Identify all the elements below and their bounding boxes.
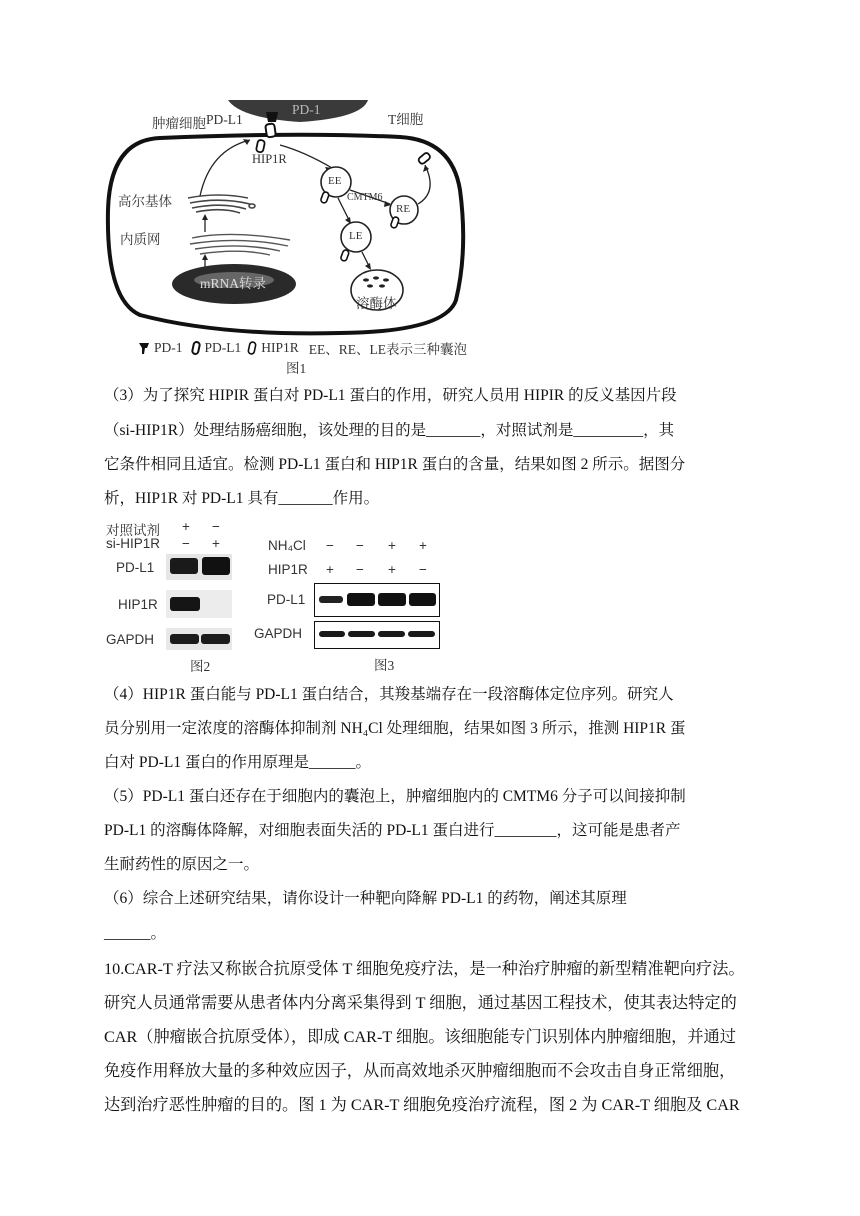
pd1-legend-icon [138,341,150,355]
label-pd-l1: PD-L1 [206,112,243,127]
label-lysosome: 溶酶体 [356,296,397,311]
figure3-caption: 图3 [374,658,395,673]
label-t-cell: T细胞 [388,112,424,127]
legend-hip1r: HIP1R [261,340,299,355]
fig2-row-si: si-HIP1R [106,536,161,551]
q5-line-3: 生耐药性的原因之一。 [104,856,260,873]
label-hip1r: HIP1R [252,152,287,166]
legend-note: EE、RE、LE表示三种囊泡 [308,342,468,357]
figure-1 [100,100,500,375]
fig3-row-nh4cl: NH₄Cl [268,538,306,553]
q10-line-3: CAR（肿瘤嵌合抗原受体），即成 CAR-T 细胞。该细胞能专门识别体内肿瘤细胞，并通过 [104,1028,736,1046]
fig2-band-label-pdl1: PD-L1 [116,560,155,575]
q6-line-1: （6）综合上述研究结果，请你设计一种靶向降解 PD-L1 的药物，阐述其原理 [104,890,627,907]
hip1r-legend-icon [247,341,257,355]
fig2-blot-hip1r [166,590,232,618]
fig3-hip1r-sign-1: + [326,562,334,577]
q5-line-1: （5）PD-L1 蛋白还存在于细胞内的囊泡上，肿瘤细胞内的 CMTM6 分子可以间接抑制 [104,788,686,805]
label-er: 内质网 [120,232,161,247]
q3-line-4: 析，HIP1R 对 PD-L1 具有_______作用。 [104,490,380,507]
pd1-pdl1-complex [265,112,278,137]
fig3-nh4cl-sign-1: − [326,538,334,553]
q3-line-1: （3）为了探究 HIPIR 蛋白对 PD-L1 蛋白的作用，研究人员用 HIPIR 的反义基因片段 [104,387,677,404]
figure-3 [252,534,452,674]
golgi-apparatus [188,195,255,213]
q4-line-1: （4）HIP1R 蛋白能与 PD-L1 蛋白结合，其羧基端存在一段溶酶体定位序列。研究人 [104,686,674,703]
legend-pdl1: PD-L1 [204,340,242,355]
fig3-hip1r-sign-3: + [388,562,396,577]
label-tumor-cell: 肿瘤细胞 [152,116,206,131]
fig3-nh4cl-sign-3: + [388,538,396,553]
fig2-blot-pdl1 [166,554,232,580]
q4-line-2: 员分别用一定浓度的溶酶体抑制剂 NH₄Cl 处理细胞，结果如图 3 所示，推测 HIP1R 蛋 [104,720,686,737]
fig3-blot-pdl1 [314,583,440,617]
fig2-band-label-hip1r: HIP1R [118,597,158,612]
q10-line-5: 达到治疗恶性肿瘤的目的。图 1 为 CAR-T 细胞免疫治疗流程，图 2 为 CAR-T 细胞及 CAR [104,1096,740,1114]
q10-line-1: 10.CAR-T 疗法又称嵌合抗原受体 T 细胞免疫疗法，是一种治疗肿瘤的新型精准靶向疗法。 [104,960,745,978]
label-cmtm6: CMTM6 [347,192,383,203]
pdl1-legend-icon [191,341,201,355]
fig3-blot-gapdh [314,621,440,649]
fig3-hip1r-sign-4: − [419,562,427,577]
q10-line-4: 免疫作用释放大量的多种效应因子，从而高效地杀灭肿瘤细胞而不会攻击自身正常细胞， [104,1062,736,1080]
fig3-band-label-gapdh: GAPDH [254,626,303,641]
label-ee: EE [328,175,342,187]
fig2-blot-gapdh [166,628,232,650]
figure1-caption: 图1 [286,361,307,376]
fig3-band-label-pdl1: PD-L1 [267,592,306,607]
q3-line-2: （si-HIP1R）处理结肠癌细胞，该处理的目的是_______，对照试剂是_________，其 [104,422,675,439]
q5-line-2: PD-L1 的溶酶体降解，对细胞表面失活的 PD-L1 蛋白进行________，这可能是患者产 [104,822,681,839]
fig3-hip1r-sign-2: − [356,562,364,577]
label-re: RE [396,203,411,215]
q10-line-2: 研究人员通常需要从患者体内分离采集得到 T 细胞，通过基因工程技术，使其表达特定的 [104,994,737,1012]
fig3-row-hip1r: HIP1R [268,562,308,577]
fig3-nh4cl-sign-4: + [419,538,427,553]
endoplasmic-reticulum [190,234,290,255]
label-mrna: mRNA转录 [200,276,267,291]
figure2-caption: 图2 [190,659,211,674]
fig2-control-sign-2: − [212,519,220,534]
fig2-band-label-gapdh: GAPDH [106,632,155,647]
fig2-control-sign-1: + [182,519,190,534]
label-pd-1: PD-1 [292,102,321,117]
legend-pd1: PD-1 [154,340,183,355]
fig2-si-sign-2: + [212,536,220,551]
q6-line-2: ______。 [104,925,167,942]
q4-line-3: 白对 PD-L1 蛋白的作用原理是______。 [104,754,371,771]
label-golgi: 高尔基体 [118,194,172,209]
figure-2 [104,518,244,674]
q3-line-3: 它条件相同且适宜。检测 PD-L1 蛋白和 HIP1R 蛋白的含量，结果如图 2 所示。据图分 [104,456,686,473]
figure1-legend [138,338,467,358]
fig2-row-control: 对照试剂 [106,523,160,538]
label-le: LE [349,230,363,242]
fig2-si-sign-1: − [182,536,190,551]
fig3-nh4cl-sign-2: − [356,538,364,553]
